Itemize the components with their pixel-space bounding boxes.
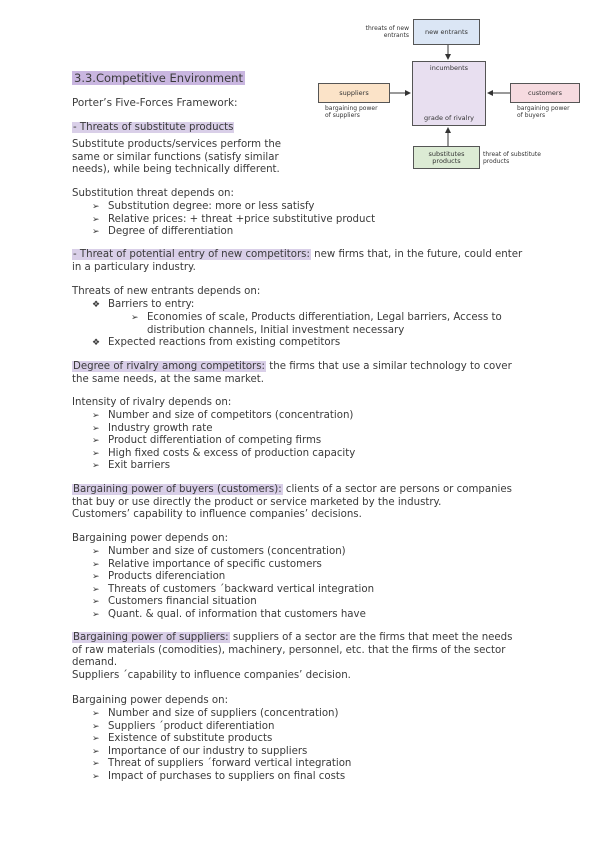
list-item: ➢ Industry growth rate: [92, 422, 213, 434]
list-item: ➢ Threats of customers ´backward vertical integration: [92, 583, 375, 595]
s5-paragraph: Bargaining power of suppliers: suppliers of a sector are the firms that meet the needs of raw materials (comodities), machinery, personnel, etc. that the firms of the sector demand. Suppliers ´capability to influence companies’ decision.: [72, 632, 513, 681]
page-subtitle: Porter’s Five-Forces Framework:: [72, 97, 238, 109]
s5-heading: Bargaining power of suppliers:: [73, 632, 229, 643]
s4-depends: Bargaining power depends on:: [72, 533, 229, 544]
list-item: ➢ High fixed costs & excess of production capacity: [92, 447, 356, 459]
list-item: ➢ Relative prices: + threat +price substitutive product: [92, 213, 376, 225]
list-item: ➢ Quant. & qual. of information that customers have: [92, 608, 366, 620]
threat-substitute-label: threat of substitute products: [483, 151, 541, 165]
new-entrants-box: [413, 19, 480, 45]
suppliers-label: suppliers: [339, 88, 369, 97]
buyer-power-label: bargaining power of buyers: [517, 105, 570, 119]
list-item: ➢ Importance of our industry to suppliers: [92, 745, 308, 757]
s1-heading: - Threats of substitute products: [73, 122, 234, 133]
substitutes-label-2: products: [432, 156, 461, 165]
s3-bullets: [92, 410, 355, 473]
customers-label: customers: [528, 88, 562, 97]
list-item: ❖ Barriers to entry:: [92, 299, 195, 310]
s4-bullets: [92, 546, 374, 622]
list-item: ➢ Number and size of competitors (concentration): [92, 410, 354, 421]
s1-bullets: [92, 201, 375, 239]
s2-subbullets: [131, 312, 502, 337]
list-item: distribution channels, Initial investment necessary: [147, 324, 405, 336]
incumbents-box: [412, 61, 486, 126]
list-item: ❖ Expected reactions from existing competitors: [92, 337, 341, 348]
s4-heading: Bargaining power of buyers (customers):: [73, 484, 282, 495]
s5-bullets: [92, 708, 351, 784]
list-item: ➢ Impact of purchases to suppliers on final costs: [92, 770, 346, 782]
s2-bullets: [92, 299, 194, 312]
s5-depends: Bargaining power depends on:: [72, 695, 229, 706]
list-item: ➢ Number and size of suppliers (concentration): [92, 708, 339, 719]
s2-reactions: [92, 337, 340, 350]
s3-depends: Intensity of rivalry depends on:: [72, 397, 232, 408]
list-item: ➢ Products diferenciation: [92, 571, 226, 583]
s3-heading: Degree of rivalry among competitors:: [73, 361, 265, 372]
list-item: ➢ Existence of substitute products: [92, 733, 273, 745]
s3-paragraph: Degree of rivalry among competitors: the firms that use a similar technology to cover the same needs, at the same market.: [72, 361, 512, 385]
list-item: ➢ Substitution degree: more or less satisfy: [92, 201, 315, 212]
suppliers-box: [318, 83, 390, 103]
list-item: ➢ Relative importance of specific customers: [92, 558, 322, 570]
s2-paragraph: - Threat of potential entry of new competitors: new firms that, in the future, could enter in a particulary industry.: [72, 249, 523, 273]
page-title: 3.3.Competitive Environment: [74, 71, 243, 85]
list-item: ➢ Number and size of customers (concentration): [92, 546, 346, 557]
rivalry-label: grade of rivalry: [424, 114, 474, 122]
s2-heading: - Threat of potential entry of new competitors:: [73, 249, 310, 260]
s1-depends: Substitution threat depends on:: [72, 188, 234, 199]
threat-new-label: threats of new entrants: [365, 25, 409, 39]
s2-depends: Threats of new entrants depends on:: [72, 286, 261, 297]
s4-paragraph: Bargaining power of buyers (customers): clients of a sector are persons or companies that buy or use directly the product or service marketed by the industry. Customers’ capability to influence companies’ decisions.: [72, 484, 512, 521]
supplier-power-label: bargaining power of suppliers: [325, 105, 378, 119]
list-item: ➢ Degree of differentiation: [92, 226, 234, 238]
incumbents-label: incumbents: [429, 64, 469, 72]
list-item: ➢ Exit barriers: [92, 460, 171, 472]
s1-para: Substitute products/services perform the same or similar functions (satisfy similar needs), while being technically different.: [72, 139, 282, 176]
list-item: ➢ Customers financial situation: [92, 596, 257, 608]
new-entrants-label: new entrants: [425, 27, 468, 36]
list-item: ➢ Product differentiation of competing firms: [92, 435, 322, 447]
list-item: ➢ Economies of scale, Products differentiation, Legal barriers, Access to: [131, 312, 502, 323]
list-item: ➢ Suppliers ´product diferentiation: [92, 720, 275, 732]
list-item: ➢ Threat of suppliers ´forward vertical integration: [92, 758, 352, 770]
customers-box: [510, 83, 580, 103]
substitutes-box: [413, 146, 480, 169]
substitutes-label-1: substitutes: [428, 149, 465, 158]
